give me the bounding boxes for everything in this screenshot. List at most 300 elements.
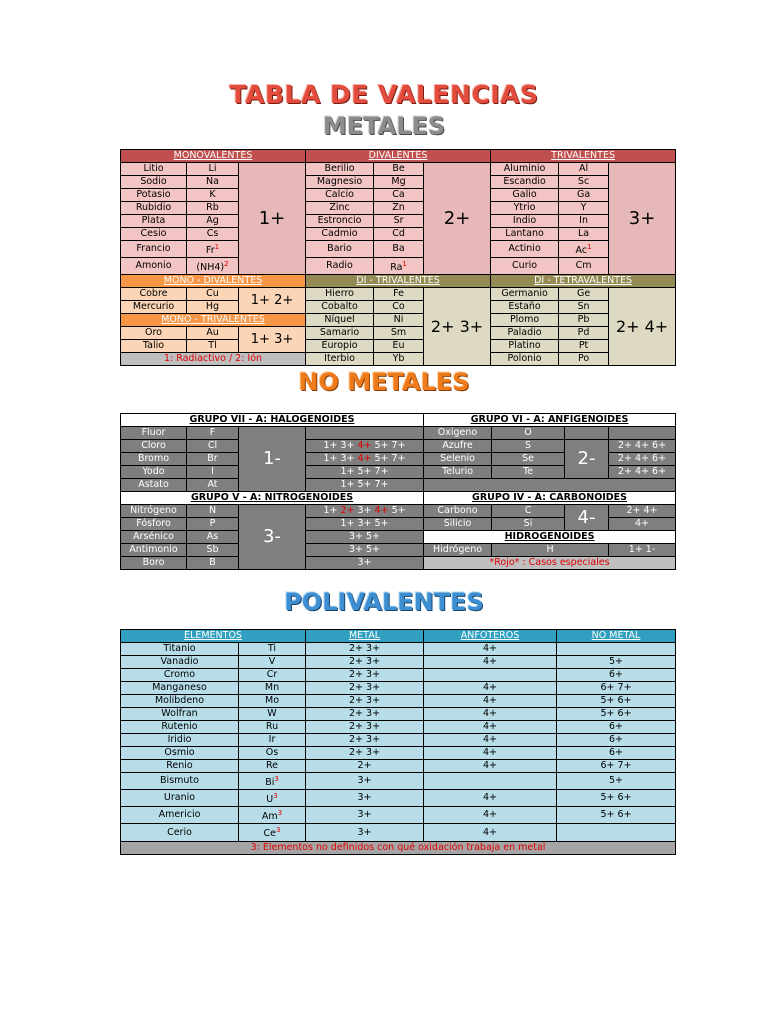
element-name: Nitrógeno [121, 505, 187, 518]
special-oxidation: 4+ [357, 440, 372, 451]
element-symbol: Rb [187, 202, 239, 215]
element-symbol: K [187, 189, 239, 202]
element-symbol: Tl [187, 340, 239, 353]
element-name: Polonio [491, 353, 559, 366]
table-row [121, 492, 676, 505]
footnote-marker: 3 [276, 826, 281, 835]
element-name: Molibdeno [121, 695, 239, 708]
element-symbol: Hg [187, 301, 239, 314]
element-name: Escandio [491, 176, 559, 189]
element-name: Bario [306, 241, 374, 258]
element-name: Americio [121, 807, 239, 824]
table-row [121, 790, 676, 807]
table-row [121, 824, 676, 841]
section-title-metales: METALES [322, 112, 446, 140]
header-anfoteros: ANFÓTEROS [424, 630, 557, 643]
special-oxidation: 2+ [340, 505, 355, 516]
element-symbol: Na [187, 176, 239, 189]
element-symbol: Pt [559, 340, 609, 353]
element-symbol: Cm [559, 258, 609, 275]
table-row [121, 427, 676, 440]
metales-table [120, 149, 676, 366]
element-name: Ytrio [491, 202, 559, 215]
section-title-polivalentes: POLIVALENTES [284, 588, 484, 616]
table-row [121, 288, 676, 301]
metal-oxidation: 2+ 3+ [306, 682, 424, 695]
oxidation-text: 1+ 5+ 7+ [340, 479, 389, 490]
element-name: Berilio [306, 163, 374, 176]
table-row [121, 505, 676, 518]
valence-value: 2+ 4+ [609, 288, 676, 366]
element-name: Wolfran [121, 708, 239, 721]
element-name: Sodio [121, 176, 187, 189]
element-symbol: Te [492, 466, 565, 479]
element-name: Potasio [121, 189, 187, 202]
element-name: Boro [121, 557, 187, 570]
element-name: Francio [121, 241, 187, 258]
element-symbol: Yb [374, 353, 424, 366]
table-row [121, 630, 676, 643]
element-symbol: Si [492, 518, 565, 531]
element-symbol: Au [187, 327, 239, 340]
element-name: Litio [121, 163, 187, 176]
element-symbol: Fe [374, 288, 424, 301]
element-name: Cerio [121, 824, 239, 841]
element-symbol: Ru [239, 721, 306, 734]
symbol-text: Ce [263, 828, 277, 840]
table-row [121, 669, 676, 682]
element-name: Platino [491, 340, 559, 353]
element-name: Bromo [121, 453, 187, 466]
valence-blank [565, 427, 609, 440]
metal-oxidation: 2+ [306, 760, 424, 773]
amphoteric-oxidation [424, 669, 557, 682]
element-symbol: Sb [187, 544, 239, 557]
table-row [121, 695, 676, 708]
element-symbol: In [559, 215, 609, 228]
header-di-trivalentes: DI - TRIVALENTES [306, 275, 491, 288]
element-symbol: Sc [559, 176, 609, 189]
nonmetal-oxidation: 6+ [557, 669, 676, 682]
element-symbol: Pd [559, 327, 609, 340]
element-name: Yodo [121, 466, 187, 479]
table-row [121, 189, 676, 202]
element-symbol: Br [187, 453, 239, 466]
symbol-text: (NH4) [196, 262, 225, 274]
header-metal: METAL [306, 630, 424, 643]
oxidation-text: 1+ [323, 505, 341, 516]
footnote-marker: 2 [224, 260, 229, 269]
element-symbol: Mo [239, 695, 306, 708]
oxidation-text: 3+ 5+ [348, 544, 381, 555]
table-row [121, 215, 676, 228]
element-symbol: Ti [239, 643, 306, 656]
element-symbol: Cl [187, 440, 239, 453]
element-symbol: Li [187, 163, 239, 176]
table-row [121, 721, 676, 734]
table-row [121, 327, 676, 340]
element-symbol: Mg [374, 176, 424, 189]
valence-value: 1+ 3+ [239, 327, 306, 353]
oxidation-states: 2+ 4+ 6+ [609, 453, 676, 466]
element-symbol: Sn [559, 301, 609, 314]
element-name: Actinio [491, 241, 559, 258]
table-row [121, 275, 676, 288]
element-symbol: F [187, 427, 239, 440]
element-symbol: Ca [374, 189, 424, 202]
footnote-marker: 3 [274, 775, 279, 783]
oxidation-text: 3+ [357, 557, 372, 568]
table-row [121, 176, 676, 189]
valence-value: 2+ 3+ [424, 288, 491, 366]
oxidation-states [306, 440, 424, 453]
element-name: Plomo [491, 314, 559, 327]
element-name: Cesio [121, 228, 187, 241]
element-name: Paladio [491, 327, 559, 340]
element-name: Estaño [491, 301, 559, 314]
table-row [121, 440, 676, 453]
element-name: Carbono [424, 505, 492, 518]
header-halogenoides: GRUPO VII - A: HALOGENOIDES [121, 414, 424, 427]
element-symbol: Cr [239, 669, 306, 682]
element-symbol: I [187, 466, 239, 479]
table-row [121, 314, 676, 327]
element-symbol: Mn [239, 682, 306, 695]
element-symbol: B [187, 557, 239, 570]
special-oxidation: 4+ [374, 505, 389, 516]
metal-oxidation: 2+ 3+ [306, 747, 424, 760]
footnote-marker: 3 [277, 809, 283, 818]
element-name: Indio [491, 215, 559, 228]
metal-oxidation: 2+ 3+ [306, 708, 424, 721]
element-symbol: Ga [559, 189, 609, 202]
element-name: Azufre [424, 440, 492, 453]
element-name: Renio [121, 760, 239, 773]
element-symbol [187, 241, 239, 258]
valence-value: 1- [239, 427, 306, 492]
element-symbol: Be [374, 163, 424, 176]
amphoteric-oxidation: 4+ [424, 807, 557, 824]
header-mono-trivalentes: MONO - TRIVALENTES [121, 314, 306, 327]
header-divalentes: DIVALENTES [306, 150, 491, 163]
table-row [121, 682, 676, 695]
oxidation-text: 3+ [354, 505, 375, 516]
element-name: Rubidio [121, 202, 187, 215]
element-name: Cloro [121, 440, 187, 453]
header-mono-divalentes: MONO - DIVALENTES [121, 275, 306, 288]
nonmetal-oxidation: 5+ 6+ [557, 695, 676, 708]
nonmetal-oxidation: 6+ 7+ [557, 682, 676, 695]
table-row [121, 150, 676, 163]
metal-oxidation: 3+ [306, 790, 424, 807]
table-row [121, 544, 676, 557]
element-name: Hidrógeno [424, 544, 492, 557]
element-symbol: Ba [374, 241, 424, 258]
element-name: Samario [306, 327, 374, 340]
element-symbol: Y [559, 202, 609, 215]
no-metales-table [120, 413, 676, 570]
amphoteric-oxidation: 4+ [424, 643, 557, 656]
header-di-tetravalentes: DI - TETRAVALENTES [491, 275, 676, 288]
element-symbol [374, 258, 424, 275]
oxidation-blank [609, 427, 676, 440]
oxidation-states [306, 531, 424, 544]
metal-oxidation: 3+ [306, 773, 424, 790]
element-symbol: Cd [374, 228, 424, 241]
header-no-metal: NO METAL [557, 630, 676, 643]
element-symbol: Eu [374, 340, 424, 353]
element-symbol: Re [239, 760, 306, 773]
page-title: TABLA DE VALENCIAS [229, 80, 539, 109]
metal-oxidation: 2+ 3+ [306, 721, 424, 734]
oxidation-states: 2+ 4+ [609, 505, 676, 518]
oxidation-states: 4+ [609, 518, 676, 531]
element-name: Manganeso [121, 682, 239, 695]
element-name: Silicio [424, 518, 492, 531]
table-row [121, 228, 676, 241]
nonmetal-oxidation [557, 824, 676, 841]
table-row [121, 643, 676, 656]
element-symbol: Pb [559, 314, 609, 327]
header-nitrogenoides: GRUPO V - A: NITROGENOIDES [121, 492, 424, 505]
footnote-casos-especiales: *Rojo* : Casos especiales [424, 557, 676, 570]
table-row [121, 301, 676, 314]
valence-value: 3+ [609, 163, 676, 275]
oxidation-states [306, 505, 424, 518]
element-name: Cobalto [306, 301, 374, 314]
element-name: Oro [121, 327, 187, 340]
metal-oxidation: 2+ 3+ [306, 734, 424, 747]
symbol-text: Bi [265, 777, 275, 789]
table-row [121, 414, 676, 427]
element-symbol: Cs [187, 228, 239, 241]
oxidation-states: 1+ 1- [609, 544, 676, 557]
amphoteric-oxidation: 4+ [424, 721, 557, 734]
table-row [121, 734, 676, 747]
oxidation-states [306, 453, 424, 466]
amphoteric-oxidation: 4+ [424, 747, 557, 760]
table-row [121, 241, 676, 258]
element-symbol: Ag [187, 215, 239, 228]
header-carbonoides: GRUPO IV - A: CARBONOIDES [424, 492, 676, 505]
oxidation-states [306, 427, 424, 440]
element-name: Fósforo [121, 518, 187, 531]
element-name: Germanio [491, 288, 559, 301]
element-name: Vanadio [121, 656, 239, 669]
element-name: Titanio [121, 643, 239, 656]
nonmetal-oxidation: 5+ 6+ [557, 807, 676, 824]
element-symbol: Sr [374, 215, 424, 228]
table-row [121, 163, 676, 176]
metal-oxidation: 2+ 3+ [306, 669, 424, 682]
footnote-marker: 3 [273, 792, 278, 801]
element-name: Plata [121, 215, 187, 228]
table-row [121, 340, 676, 353]
element-symbol: O [492, 427, 565, 440]
element-symbol [559, 241, 609, 258]
element-name: Europio [306, 340, 374, 353]
element-symbol: As [187, 531, 239, 544]
footnote-marker: 1 [214, 243, 220, 251]
element-name: Galio [491, 189, 559, 202]
footnote-marker: 1 [402, 260, 407, 269]
element-symbol: P [187, 518, 239, 531]
metal-oxidation: 3+ [306, 824, 424, 841]
header-trivalentes: TRIVALENTES [491, 150, 676, 163]
oxidation-text: 5+ 7+ [371, 453, 406, 464]
table-row [121, 760, 676, 773]
amphoteric-oxidation: 4+ [424, 824, 557, 841]
oxidation-text: 1+ 3+ 5+ [340, 518, 389, 529]
oxidation-states [306, 557, 424, 570]
table-row [121, 773, 676, 790]
symbol-text: Am [261, 811, 278, 823]
table-row [121, 258, 676, 275]
element-name: Cobre [121, 288, 187, 301]
oxidation-states: 2+ 4+ 6+ [609, 440, 676, 453]
table-row [121, 807, 676, 824]
oxidation-text: 1+ 5+ 7+ [340, 466, 389, 477]
section-title-no-metales: NO METALES [298, 368, 470, 396]
footnote-no-definidos: 3: Elementos no definidos con qué oxidación trabaja en metal [121, 841, 676, 854]
element-symbol: At [187, 479, 239, 492]
metal-oxidation: 2+ 3+ [306, 656, 424, 669]
element-name: Selenio [424, 453, 492, 466]
element-name: Estroncio [306, 215, 374, 228]
element-name: Radio [306, 258, 374, 275]
amphoteric-oxidation: 4+ [424, 790, 557, 807]
element-symbol: Ni [374, 314, 424, 327]
footnote-marker: 1 [587, 243, 592, 251]
valence-value: 3- [239, 505, 306, 570]
amphoteric-oxidation: 4+ [424, 695, 557, 708]
element-name: Oxigeno [424, 427, 492, 440]
element-name: Calcio [306, 189, 374, 202]
header-anfigenoides: GRUPO VI - A: ANFIGENOIDES [424, 414, 676, 427]
element-name: Mercurio [121, 301, 187, 314]
nonmetal-oxidation: 6+ [557, 734, 676, 747]
table-row [121, 656, 676, 669]
element-symbol: Se [492, 453, 565, 466]
table-row [121, 479, 676, 492]
symbol-text: U [266, 794, 274, 806]
element-name: Magnesio [306, 176, 374, 189]
oxidation-text: 1+ 3+ [323, 440, 358, 451]
element-name: Cromo [121, 669, 239, 682]
symbol-text: Ra [390, 262, 403, 274]
nonmetal-oxidation: 5+ 6+ [557, 708, 676, 721]
oxidation-states [306, 466, 424, 479]
nonmetal-oxidation: 5+ [557, 773, 676, 790]
element-symbol [187, 258, 239, 275]
polivalentes-table [120, 629, 676, 855]
element-symbol: H [492, 544, 609, 557]
element-name: Rutenio [121, 721, 239, 734]
amphoteric-oxidation: 4+ [424, 760, 557, 773]
valence-value: 2+ [424, 163, 491, 275]
element-name: Amonio [121, 258, 187, 275]
element-name: Uranio [121, 790, 239, 807]
oxidation-text: 5+ 7+ [371, 440, 406, 451]
oxidation-states [306, 544, 424, 557]
element-symbol: W [239, 708, 306, 721]
element-name: Curio [491, 258, 559, 275]
oxidation-states [306, 518, 424, 531]
element-name: Osmio [121, 747, 239, 760]
oxidation-text: 3+ 5+ [348, 531, 381, 542]
element-symbol: Cu [187, 288, 239, 301]
element-symbol: V [239, 656, 306, 669]
oxidation-states: 2+ 4+ 6+ [609, 466, 676, 479]
nonmetal-oxidation: 5+ [557, 656, 676, 669]
oxidation-states [306, 479, 424, 492]
element-name: Hierro [306, 288, 374, 301]
element-symbol [239, 807, 306, 824]
element-name: Bismuto [121, 773, 239, 790]
element-symbol: Zn [374, 202, 424, 215]
oxidation-text: 1+ 3+ [323, 453, 358, 464]
header-monovalentes: MONOVALENTES [121, 150, 306, 163]
nonmetal-oxidation: 6+ 7+ [557, 760, 676, 773]
table-row [121, 531, 676, 544]
valence-value: 1+ 2+ [239, 288, 306, 314]
nonmetal-oxidation: 6+ [557, 721, 676, 734]
metal-oxidation: 2+ 3+ [306, 643, 424, 656]
amphoteric-oxidation: 4+ [424, 682, 557, 695]
nonmetal-oxidation: 6+ [557, 747, 676, 760]
element-symbol: S [492, 440, 565, 453]
element-symbol: C [492, 505, 565, 518]
amphoteric-oxidation: 4+ [424, 734, 557, 747]
element-symbol: Al [559, 163, 609, 176]
symbol-text: Ac [575, 245, 588, 257]
element-symbol: N [187, 505, 239, 518]
table-row [121, 353, 676, 366]
valence-value: 2- [565, 440, 609, 479]
element-name: Arsénico [121, 531, 187, 544]
nonmetal-oxidation [557, 643, 676, 656]
element-name: Astato [121, 479, 187, 492]
element-name: Telurio [424, 466, 492, 479]
table-row [121, 557, 676, 570]
table-row [121, 747, 676, 760]
valence-value: 4- [565, 505, 609, 531]
element-symbol: Ir [239, 734, 306, 747]
element-name: Cadmio [306, 228, 374, 241]
element-symbol: Sm [374, 327, 424, 340]
element-symbol: La [559, 228, 609, 241]
header-elementos: ELEMENTOS [121, 630, 306, 643]
amphoteric-oxidation [424, 773, 557, 790]
element-name: Iterbio [306, 353, 374, 366]
element-name: Zinc [306, 202, 374, 215]
element-name: Níquel [306, 314, 374, 327]
element-symbol: Os [239, 747, 306, 760]
valence-value: 1+ [239, 163, 306, 275]
element-name: Talio [121, 340, 187, 353]
metal-oxidation: 2+ 3+ [306, 695, 424, 708]
element-name: Fluor [121, 427, 187, 440]
amphoteric-oxidation: 4+ [424, 708, 557, 721]
element-name: Antimonio [121, 544, 187, 557]
element-symbol: Po [559, 353, 609, 366]
element-name: Lantano [491, 228, 559, 241]
footnote-radiactivo: 1: Radiactivo / 2: Ión [121, 353, 306, 366]
element-symbol [239, 773, 306, 790]
table-row [121, 708, 676, 721]
element-symbol [239, 824, 306, 841]
metal-oxidation: 3+ [306, 807, 424, 824]
